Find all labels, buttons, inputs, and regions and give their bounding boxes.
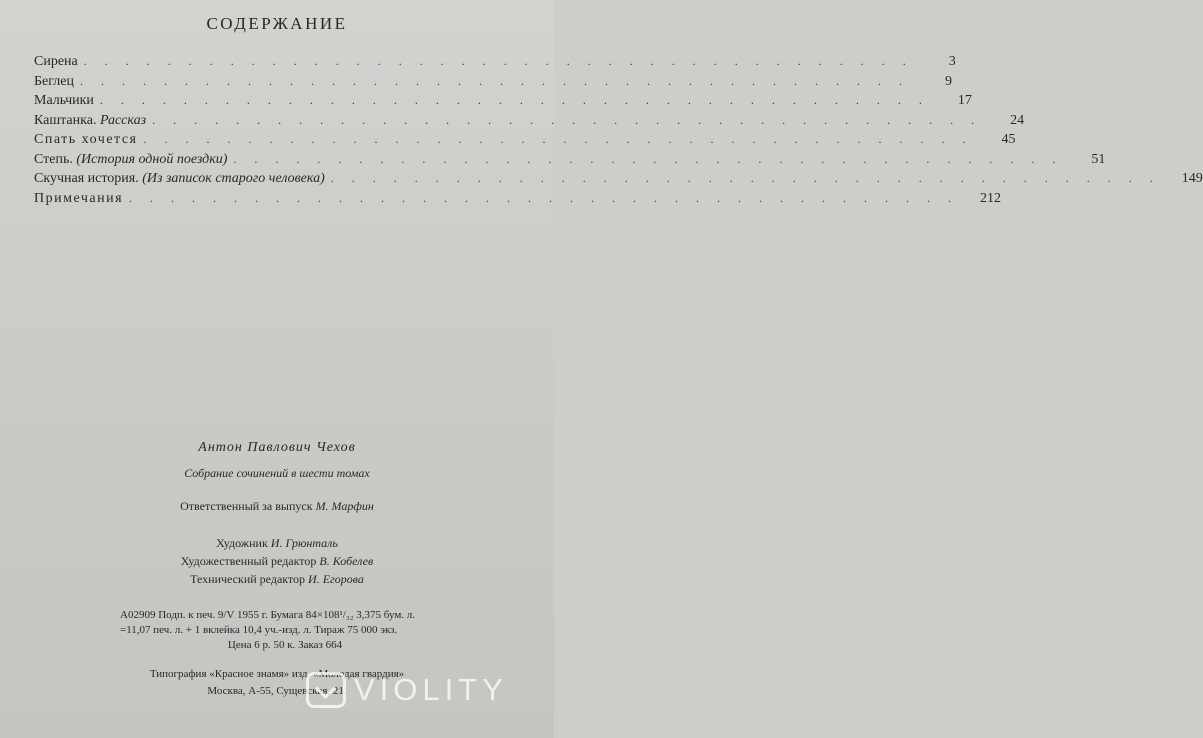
- toc-leader-dots: ........................................: [330, 171, 1171, 185]
- publication-details: [120, 608, 450, 653]
- toc-entry-page: 24: [1010, 112, 1025, 128]
- art-editor-line: [0, 552, 554, 570]
- toc-leader-dots: ........................................: [143, 132, 984, 146]
- toc-entry-title: [34, 93, 94, 109]
- responsible-name: М. Марфин: [315, 499, 374, 513]
- toc-entry: [34, 171, 1203, 191]
- publication-line-1: А02909 Подп. к печ. 9/V 1955 г. Бумага 84×108¹/₃₂ 3,375 бум. л.: [120, 609, 416, 621]
- toc-entry-subtitle: Рассказ: [99, 112, 147, 128]
- toc-entry-title: [34, 132, 138, 148]
- printing-line-1: Типография «Красное знамя» изд. «Молодая гвардия»: [149, 668, 405, 680]
- toc-entry-main: Мальчики: [34, 93, 94, 108]
- toc-entry-page: 51: [1091, 151, 1106, 167]
- toc-entry: [34, 93, 972, 113]
- table-of-contents: [34, 54, 1203, 210]
- art-editor-label: Художественный редактор: [180, 554, 317, 568]
- toc-entry-page: 212: [980, 190, 1002, 206]
- toc-title: СОДЕРЖАНИЕ: [206, 14, 348, 33]
- toc-entry-title: [34, 54, 78, 70]
- toc-entry: [34, 54, 956, 74]
- toc-entry-title: [34, 191, 123, 207]
- toc-entry-subtitle: (Из записок старого человека): [142, 171, 325, 186]
- toc-entry-main: Беглец: [34, 73, 74, 89]
- toc-entry: [34, 151, 1106, 172]
- toc-entry-main: Степь.: [34, 151, 73, 167]
- watermark-text: VIOLITY: [354, 672, 508, 707]
- responsible-line: [0, 499, 554, 514]
- toc-entry-main: Каштанка.: [34, 112, 97, 128]
- tech-editor-line: [0, 570, 554, 588]
- toc-entry-page: 17: [957, 93, 972, 108]
- artist-name: И. Грюнталь: [270, 536, 338, 550]
- author-name: Антон Павлович Чехов: [198, 440, 356, 455]
- toc-entry-main: Примечания: [34, 190, 124, 206]
- toc-entry-page: 149: [1181, 171, 1203, 186]
- toc-entry-main: Скучная история.: [34, 171, 139, 186]
- toc-entry-title: [34, 113, 146, 129]
- toc-entry: [34, 112, 1025, 133]
- toc-entry-page: 3: [948, 54, 956, 69]
- staff-credits: [0, 534, 554, 588]
- toc-entry: [34, 73, 952, 94]
- toc-entry-page: 45: [1001, 132, 1016, 147]
- toc-entry-main: Сирена: [34, 54, 78, 69]
- tech-editor-label: Технический редактор: [190, 572, 306, 586]
- publication-line-3: Цена 6 р. 50 к. Заказ 664: [227, 639, 343, 651]
- toc-leader-dots: ........................................: [83, 54, 924, 68]
- toc-entry: [34, 132, 1016, 152]
- toc-entry-page: 9: [944, 73, 952, 89]
- artist-label: Художник: [216, 536, 268, 550]
- art-editor-name: В. Кобелев: [319, 554, 374, 568]
- toc-leader-dots: ........................................: [79, 73, 920, 88]
- toc-entry: [34, 190, 1002, 211]
- collection-title: Собрание сочинений в шести томах: [184, 466, 370, 480]
- toc-entry-main: Спать хочется: [34, 132, 138, 147]
- toc-leader-dots: ........................................: [99, 93, 940, 107]
- tech-editor-name: И. Егорова: [308, 572, 364, 586]
- violity-logo-icon: [306, 672, 346, 708]
- toc-entry-subtitle: (История одной поездки): [76, 151, 228, 167]
- toc-leader-dots: ........................................: [129, 190, 970, 205]
- watermark: [306, 672, 508, 708]
- printing-line-2: Москва, А-55, Сущевская, 21.: [207, 685, 347, 697]
- toc-leader-dots: ........................................: [233, 151, 1074, 166]
- publication-line-2: =11,07 печ. л. + 1 вклейка 10,4 уч.-изд. л. Тираж 75 000 экз.: [120, 624, 398, 636]
- toc-entry-title: [34, 74, 74, 90]
- toc-entry-title: [34, 171, 325, 187]
- responsible-label: Ответственный за выпуск: [180, 499, 313, 513]
- artist-line: [0, 534, 554, 552]
- toc-leader-dots: ........................................: [152, 112, 993, 127]
- toc-entry-title: [34, 152, 227, 168]
